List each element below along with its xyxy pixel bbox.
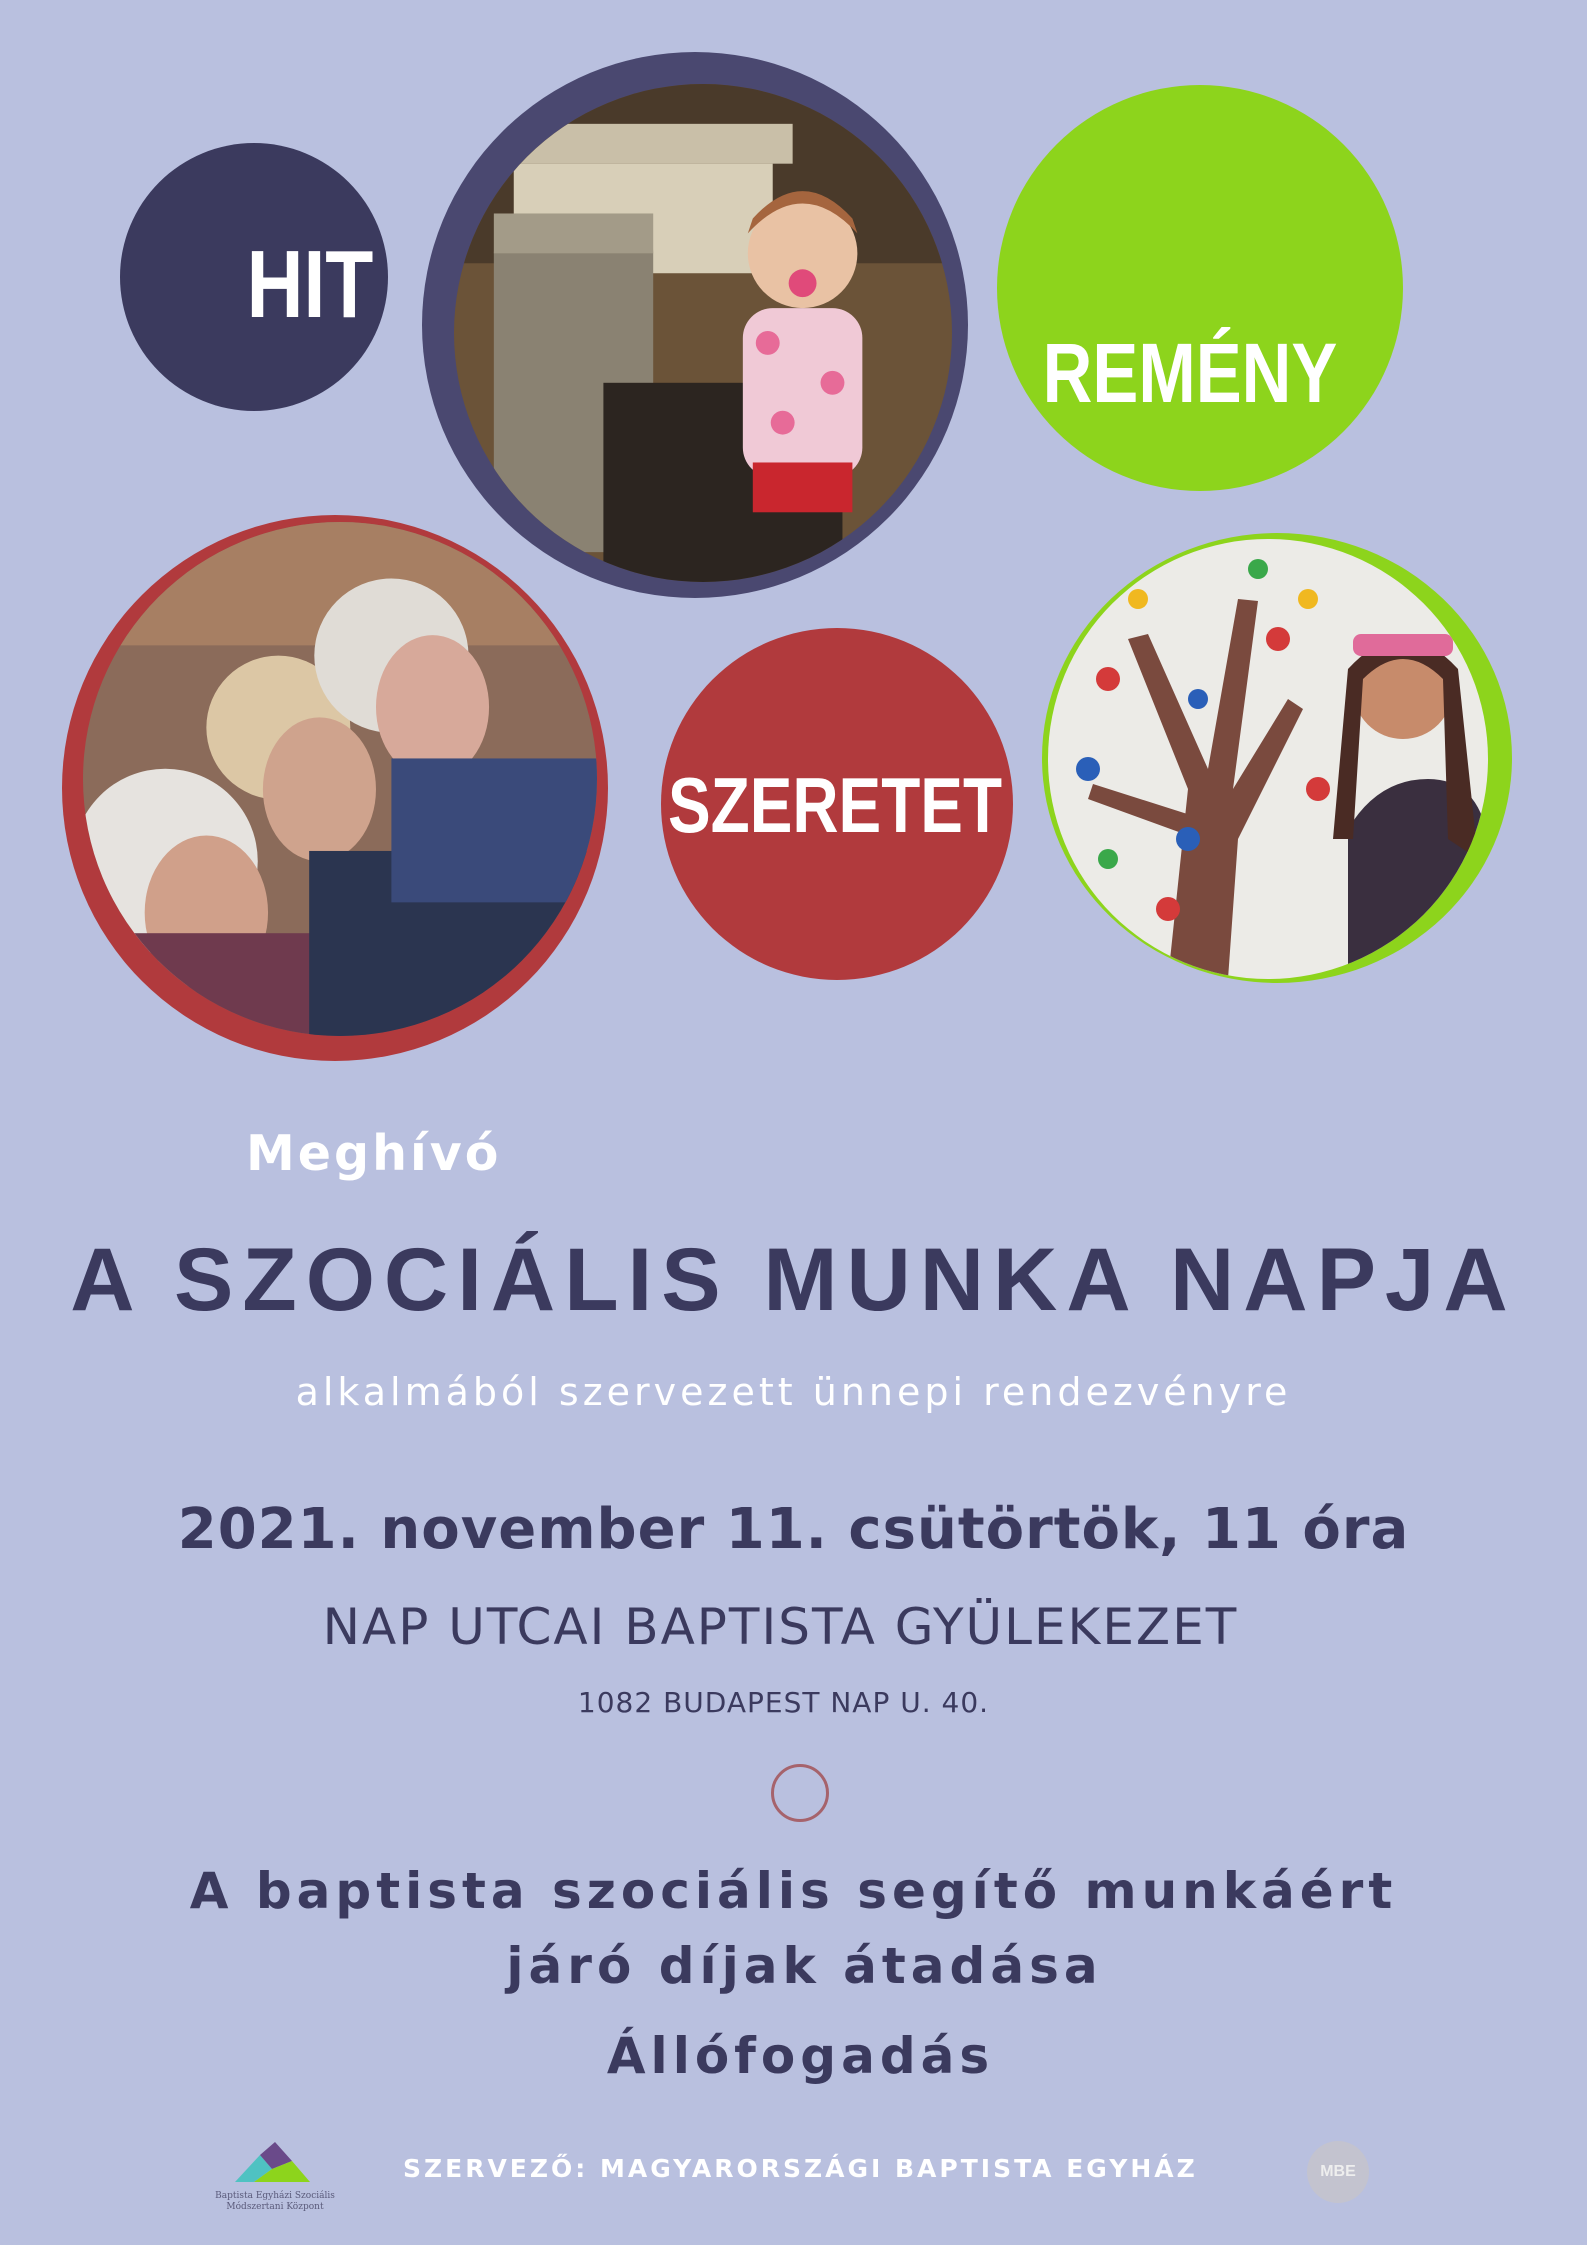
program-line-3: Állófogadás xyxy=(606,2027,995,2085)
right-logo-text: MBE xyxy=(1320,2163,1356,2180)
left-logo-text: Baptista Egyházi Szociális Módszertani Központ xyxy=(215,2191,335,2212)
hit-word: HIT xyxy=(246,231,374,338)
ring-ornament xyxy=(771,1764,829,1822)
remeny-circle xyxy=(997,85,1403,491)
remeny-word: REMÉNY xyxy=(1042,325,1338,420)
program-line-1: A baptista szociális segítő munkáért xyxy=(189,1862,1398,1920)
event-datetime: 2021. november 11. csütörtök, 11 óra xyxy=(177,1497,1410,1562)
elderly-photo xyxy=(62,515,608,1061)
event-address: 1082 BUDAPEST NAP U. 40. xyxy=(577,1686,990,1719)
event-venue: NAP UTCAI BAPTISTA GYÜLEKEZET xyxy=(322,1598,1239,1656)
organizer-text: SZERVEZŐ: MAGYARORSZÁGI BAPTISTA EGYHÁZ xyxy=(403,2154,1198,2183)
event-subtitle: alkalmából szervezett ünnepi rendezvényre xyxy=(295,1370,1292,1414)
program-line-2: járó díjak átadása xyxy=(506,1937,1103,1995)
invite-label: Meghívó xyxy=(246,1125,502,1182)
child-photo xyxy=(422,52,968,598)
right-logo xyxy=(1307,2141,1369,2203)
szeretet-word: SZERETET xyxy=(667,760,1003,849)
left-logo xyxy=(210,2137,340,2212)
event-title: A SZOCIÁLIS MUNKA NAPJA xyxy=(70,1229,1517,1329)
painting-photo xyxy=(1042,533,1512,983)
